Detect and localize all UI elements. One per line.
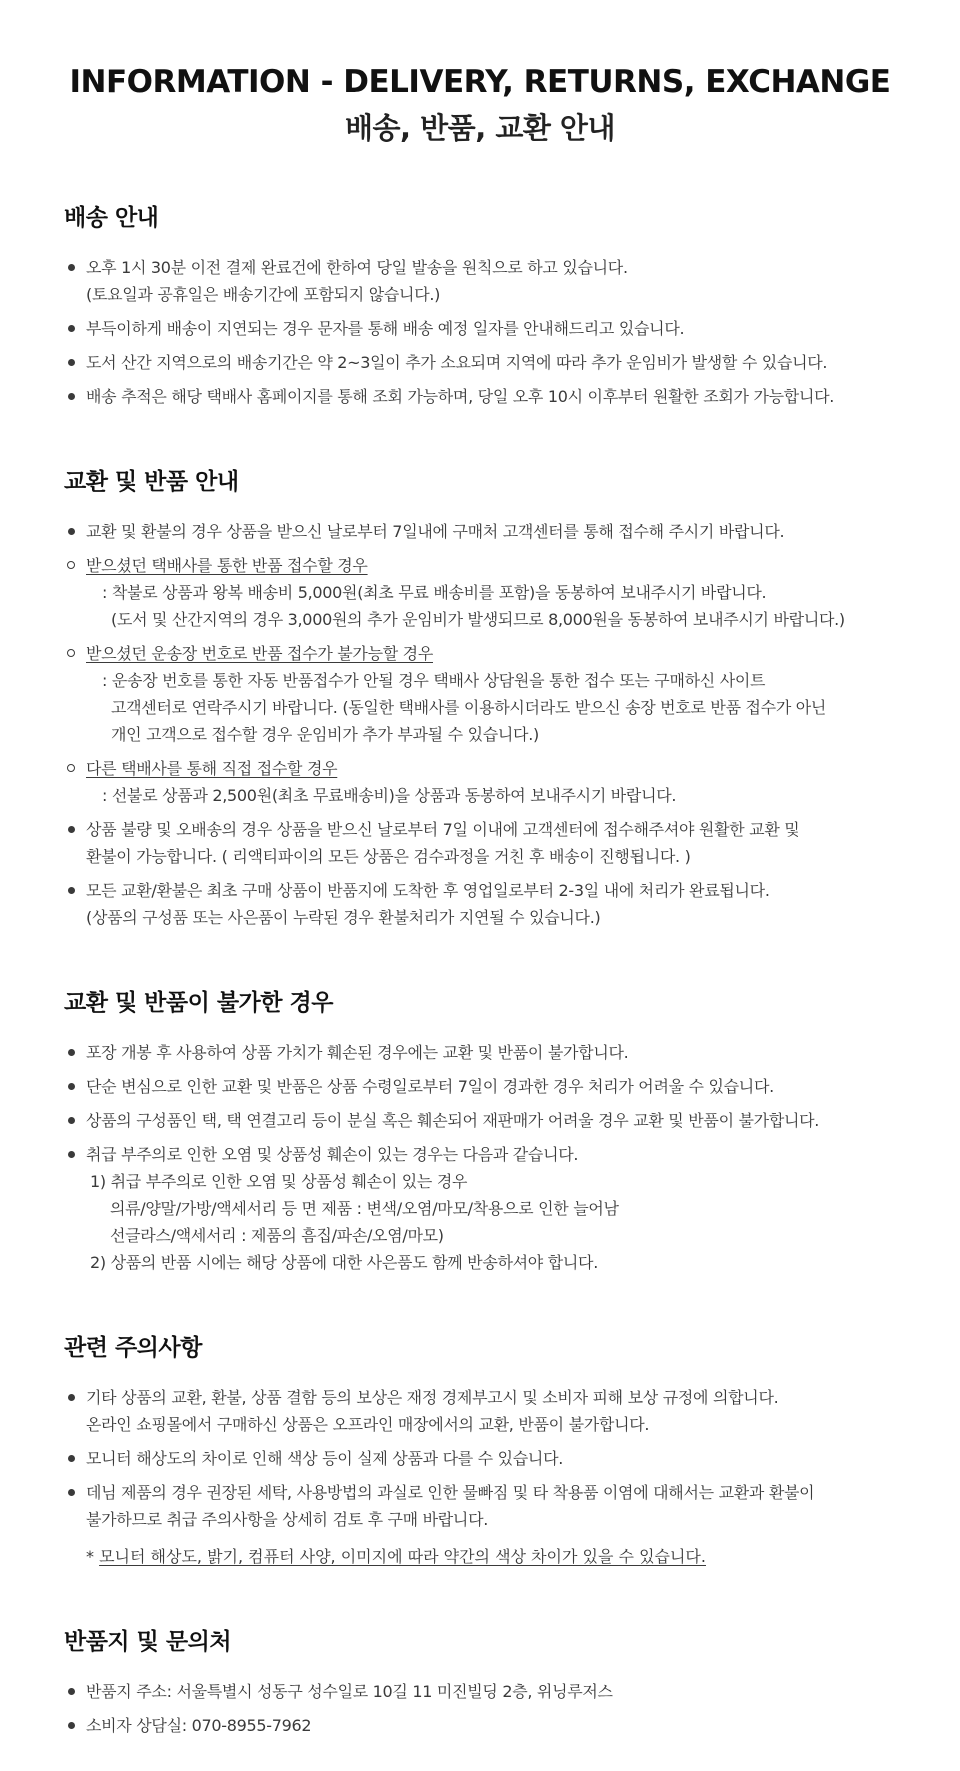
sub-item-other-courier xyxy=(64,755,896,809)
contact-section xyxy=(64,1626,896,1739)
customer-phone xyxy=(64,1712,896,1739)
circle-bullet-icon xyxy=(67,561,75,569)
bullet-icon xyxy=(68,1688,75,1695)
sub-item-heading: 다른 택배사를 통해 직접 접수할 경우 xyxy=(86,759,338,778)
item-text: 데님 제품의 경우 권장된 세탁, 사용방법의 과실로 인한 물빠짐 및 타 착용품 이염에 대해서는 교환과 환불이 xyxy=(86,1483,815,1502)
list-item xyxy=(64,383,896,410)
bullet-icon xyxy=(68,887,75,894)
item-text: 불가하므로 취급 주의사항을 상세히 검토 후 구매 바랍니다. xyxy=(86,1510,489,1529)
sub-item-text: 고객센터로 연락주시기 바랍니다. (동일한 택배사를 이용하시더라도 받으신 송장 번호로 반품 접수가 아닌 xyxy=(111,698,827,717)
caution-section xyxy=(64,1332,896,1570)
bullet-icon xyxy=(68,1455,75,1462)
item-text: 환불이 가능합니다. ( 리액티파이의 모든 상품은 검수과정을 거친 후 배송이 진행됩니다. ) xyxy=(86,847,691,866)
item-text: 교환 및 환불의 경우 상품을 받으신 날로부터 7일내에 구매처 고객센터를 통해 접수해 주시기 바랍니다. xyxy=(86,522,785,541)
list-item xyxy=(64,1073,896,1100)
numbered-item: 1) 취급 부주의로 인한 오염 및 상품성 훼손이 있는 경우 xyxy=(90,1172,468,1191)
bullet-icon xyxy=(68,359,75,366)
item-text: 소비자 상담실: 070-8955-7962 xyxy=(86,1716,312,1735)
sub-item-text: 개인 고객으로 접수할 경우 운임비가 추가 부과될 수 있습니다.) xyxy=(111,725,539,744)
numbered-item-detail: 의류/양말/가방/액세서리 등 면 제품 : 변색/오염/마모/착용으로 인한 늘어남 xyxy=(110,1199,619,1218)
impossible-heading: 교환 및 반품이 불가한 경우 xyxy=(64,990,333,1016)
circle-bullet-icon xyxy=(67,649,75,657)
item-text: 오후 1시 30분 이전 결제 완료건에 한하여 당일 발송을 원칙으로 하고 있습니다. xyxy=(86,258,628,277)
sub-item-text: (도서 및 산간지역의 경우 3,000원의 추가 운임비가 발생되므로 8,000원을 동봉하여 보내주시기 바랍니다.) xyxy=(111,610,845,629)
list-item xyxy=(64,1384,896,1438)
item-text: 기타 상품의 교환, 환불, 상품 결함 등의 보상은 재정 경제부고시 및 소비자 피해 보상 규정에 의합니다. xyxy=(86,1388,779,1407)
item-text: 부득이하게 배송이 지연되는 경우 문자를 통해 배송 예정 일자를 안내해드리고 있습니다. xyxy=(86,319,685,338)
sub-item-waybill-return xyxy=(64,640,896,748)
list-item xyxy=(64,816,896,870)
bullet-icon xyxy=(68,1151,75,1158)
note-text: 모니터 해상도, 밝기, 컴퓨터 사양, 이미지에 따라 약간의 색상 차이가 있을 수 있습니다. xyxy=(99,1547,706,1566)
sub-item-text: : 선불로 상품과 2,500원(최초 무료배송비)을 상품과 동봉하여 보내주시기 바랍니다. xyxy=(102,786,677,805)
item-text: 반품지 주소: 서울특별시 성동구 성수일로 10길 11 미진빌딩 2층, 위닝루저스 xyxy=(86,1682,613,1701)
bullet-icon xyxy=(68,325,75,332)
circle-bullet-icon xyxy=(67,764,75,772)
bullet-icon xyxy=(68,528,75,535)
impossible-section xyxy=(64,987,896,1276)
list-item xyxy=(64,1039,896,1066)
list-item xyxy=(64,877,896,931)
item-text: 모니터 해상도의 차이로 인해 색상 등이 실제 상품과 다를 수 있습니다. xyxy=(86,1449,564,1468)
item-text: (상품의 구성품 또는 사은품이 누락된 경우 환불처리가 지연될 수 있습니다.) xyxy=(86,908,601,927)
bullet-icon xyxy=(68,1049,75,1056)
sub-item-text: : 운송장 번호를 통한 자동 반품접수가 안될 경우 택배사 상담원을 통한 접수 또는 구매하신 사이트 xyxy=(102,671,766,690)
item-text: 상품 불량 및 오배송의 경우 상품을 받으신 날로부터 7일 이내에 고객센터에 접수해주셔야 원활한 교환 및 xyxy=(86,820,800,839)
return-address xyxy=(64,1678,896,1705)
item-text: 도서 산간 지역으로의 배송기간은 약 2~3일이 추가 소요되며 지역에 따라 추가 운임비가 발생할 수 있습니다. xyxy=(86,353,828,372)
sub-item-heading: 받으셨던 운송장 번호로 반품 접수가 불가능할 경우 xyxy=(86,644,433,663)
item-text: 취급 부주의로 인한 오염 및 상품성 훼손이 있는 경우는 다음과 같습니다. xyxy=(86,1145,579,1164)
exchange-section xyxy=(64,466,896,931)
bullet-icon xyxy=(68,1489,75,1496)
list-item xyxy=(64,254,896,308)
list-item xyxy=(64,349,896,376)
item-text: 상품의 구성품인 택, 택 연결고리 등이 분실 혹은 훼손되어 재판매가 어려울 경우 교환 및 반품이 불가합니다. xyxy=(86,1111,820,1130)
page-title-korean: 배송, 반품, 교환 안내 xyxy=(345,111,615,145)
sub-item-courier-return xyxy=(64,552,896,633)
sub-item-heading: 받으셨던 택배사를 통한 반품 접수할 경우 xyxy=(86,556,368,575)
bullet-icon xyxy=(68,1083,75,1090)
bullet-icon xyxy=(68,264,75,271)
page-title-english: INFORMATION - DELIVERY, RETURNS, EXCHANGE xyxy=(69,64,891,100)
delivery-section xyxy=(64,202,896,410)
item-text: 배송 추적은 해당 택배사 홈페이지를 통해 조회 가능하며, 당일 오후 10시 이후부터 원활한 조회가 가능합니다. xyxy=(86,387,835,406)
item-text: 단순 변심으로 인한 교환 및 반품은 상품 수령일로부터 7일이 경과한 경우 처리가 어려울 수 있습니다. xyxy=(86,1077,774,1096)
item-text: (토요일과 공휴일은 배송기간에 포함되지 않습니다.) xyxy=(86,285,441,304)
list-item xyxy=(64,1107,896,1134)
bullet-icon xyxy=(68,393,75,400)
numbered-item: 2) 상품의 반품 시에는 해당 상품에 대한 사은품도 함께 반송하셔야 합니다. xyxy=(90,1253,598,1272)
list-item xyxy=(64,1479,896,1533)
bullet-icon xyxy=(68,826,75,833)
bullet-icon xyxy=(68,1722,75,1729)
list-item xyxy=(64,315,896,342)
exchange-heading: 교환 및 반품 안내 xyxy=(64,469,239,495)
list-item xyxy=(64,1445,896,1472)
sub-item-text: : 착불로 상품과 왕복 배송비 5,000원(최초 무료 배송비를 포함)을 동봉하여 보내주시기 바랍니다. xyxy=(102,583,767,602)
numbered-item-detail: 선글라스/액세서리 : 제품의 흠집/파손/오염/마모) xyxy=(110,1226,444,1245)
caution-heading: 관련 주의사항 xyxy=(64,1335,202,1361)
item-text: 포장 개봉 후 사용하여 상품 가치가 훼손된 경우에는 교환 및 반품이 불가합니다. xyxy=(86,1043,629,1062)
item-text: 온라인 쇼핑몰에서 구매하신 상품은 오프라인 매장에서의 교환, 반품이 불가합니다. xyxy=(86,1415,650,1434)
bullet-icon xyxy=(68,1117,75,1124)
item-text: 모든 교환/환불은 최초 구매 상품이 반품지에 도착한 후 영업일로부터 2-3일 내에 처리가 완료됩니다. xyxy=(86,881,770,900)
note-prefix: * xyxy=(86,1547,100,1566)
list-item xyxy=(64,1141,896,1276)
bullet-icon xyxy=(68,1394,75,1401)
color-disclaimer xyxy=(64,1543,896,1570)
list-item xyxy=(64,518,896,545)
contact-heading: 반품지 및 문의처 xyxy=(64,1629,232,1655)
delivery-heading: 배송 안내 xyxy=(64,205,159,231)
